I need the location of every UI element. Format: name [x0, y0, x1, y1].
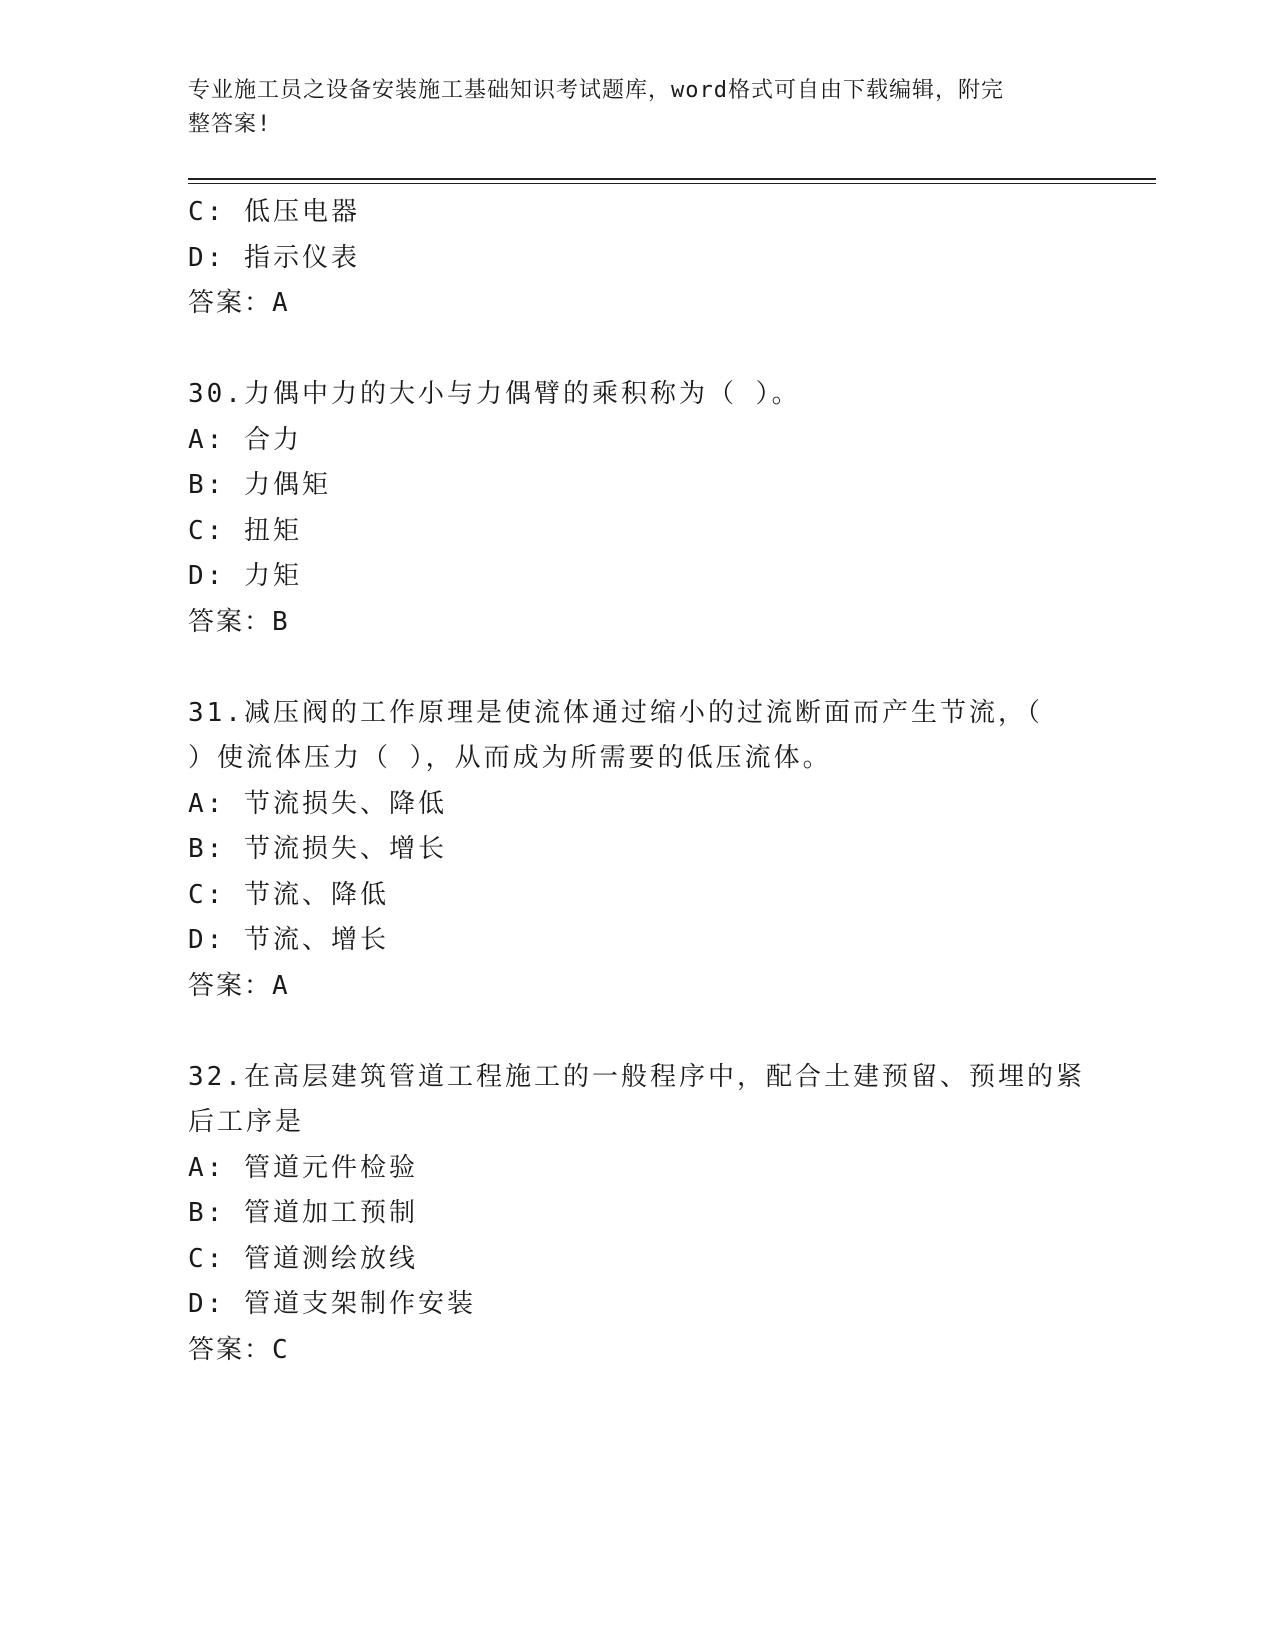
question-stem-line-1: 32.在高层建筑管道工程施工的一般程序中，配合土建预留、预埋的紧	[188, 1061, 1085, 1092]
answer-line: 答案：A	[188, 288, 290, 318]
option-a	[188, 1146, 1088, 1192]
header-line-1: 专业施工员之设备安装施工基础知识考试题库，word格式可自由下载编辑，附完	[188, 78, 1004, 103]
option-c	[188, 509, 1088, 555]
question-stem-line-1: 31.减压阀的工作原理是使流体通过缩小的过流断面而产生节流，（	[188, 697, 1043, 728]
option-b	[188, 463, 1088, 509]
option-text: 管道支架制作安装	[243, 1289, 476, 1319]
option-label: B:	[188, 834, 226, 864]
option-b	[188, 1191, 1088, 1237]
option-text: 力矩	[243, 561, 302, 591]
option-c	[188, 190, 1088, 236]
question-stem: 30.力偶中力的大小与力偶臂的乘积称为（ ）。	[188, 379, 801, 409]
option-label: D:	[188, 561, 226, 591]
option-label: D:	[188, 242, 226, 273]
option-label: D:	[188, 925, 226, 955]
option-c	[188, 873, 1088, 919]
option-text: 节流损失、降低	[243, 788, 447, 819]
option-c	[188, 1237, 1088, 1283]
option-a	[188, 418, 1088, 464]
option-text: 管道加工预制	[243, 1198, 418, 1228]
question-30	[188, 372, 1088, 645]
header-divider-thin	[188, 183, 1156, 184]
option-text: 节流、降低	[243, 879, 389, 910]
option-label: B:	[188, 1198, 226, 1228]
document-header	[188, 74, 1068, 142]
option-label: D:	[188, 1289, 226, 1319]
option-text: 指示仪表	[243, 242, 360, 273]
option-text: 合力	[243, 424, 302, 455]
option-a	[188, 782, 1088, 828]
header-divider-thick	[188, 178, 1156, 180]
question-32	[188, 1055, 1088, 1374]
option-text: 节流、增长	[243, 925, 389, 955]
option-label: A:	[188, 424, 226, 455]
question-stem-line-2: ）使流体压力（ ），从而成为所需要的低压流体。	[188, 743, 832, 773]
question-stem-line-2: 后工序是	[188, 1107, 305, 1137]
option-label: A:	[188, 788, 226, 819]
option-text: 低压电器	[243, 197, 360, 227]
option-label: C:	[188, 515, 226, 546]
option-text: 力偶矩	[243, 470, 331, 500]
answer-line: 答案：C	[188, 1334, 290, 1365]
option-text: 管道元件检验	[243, 1152, 418, 1183]
header-line-2: 整答案!	[188, 112, 272, 137]
option-label: C:	[188, 1243, 226, 1274]
option-text: 管道测绘放线	[243, 1243, 418, 1274]
option-label: B:	[188, 470, 226, 500]
option-label: C:	[188, 879, 226, 910]
question-list	[188, 190, 1088, 1373]
option-text: 节流损失、增长	[243, 834, 447, 864]
option-b	[188, 827, 1088, 873]
answer-line: 答案：B	[188, 606, 290, 637]
option-d	[188, 554, 1088, 600]
option-text: 扭矩	[243, 515, 302, 546]
question-31	[188, 691, 1088, 1010]
answer-line: 答案：A	[188, 970, 290, 1001]
option-label: A:	[188, 1152, 226, 1183]
option-label: C:	[188, 197, 226, 227]
option-d	[188, 1282, 1088, 1328]
option-d	[188, 918, 1088, 964]
option-d	[188, 236, 1088, 282]
prev-question-tail	[188, 190, 1088, 327]
